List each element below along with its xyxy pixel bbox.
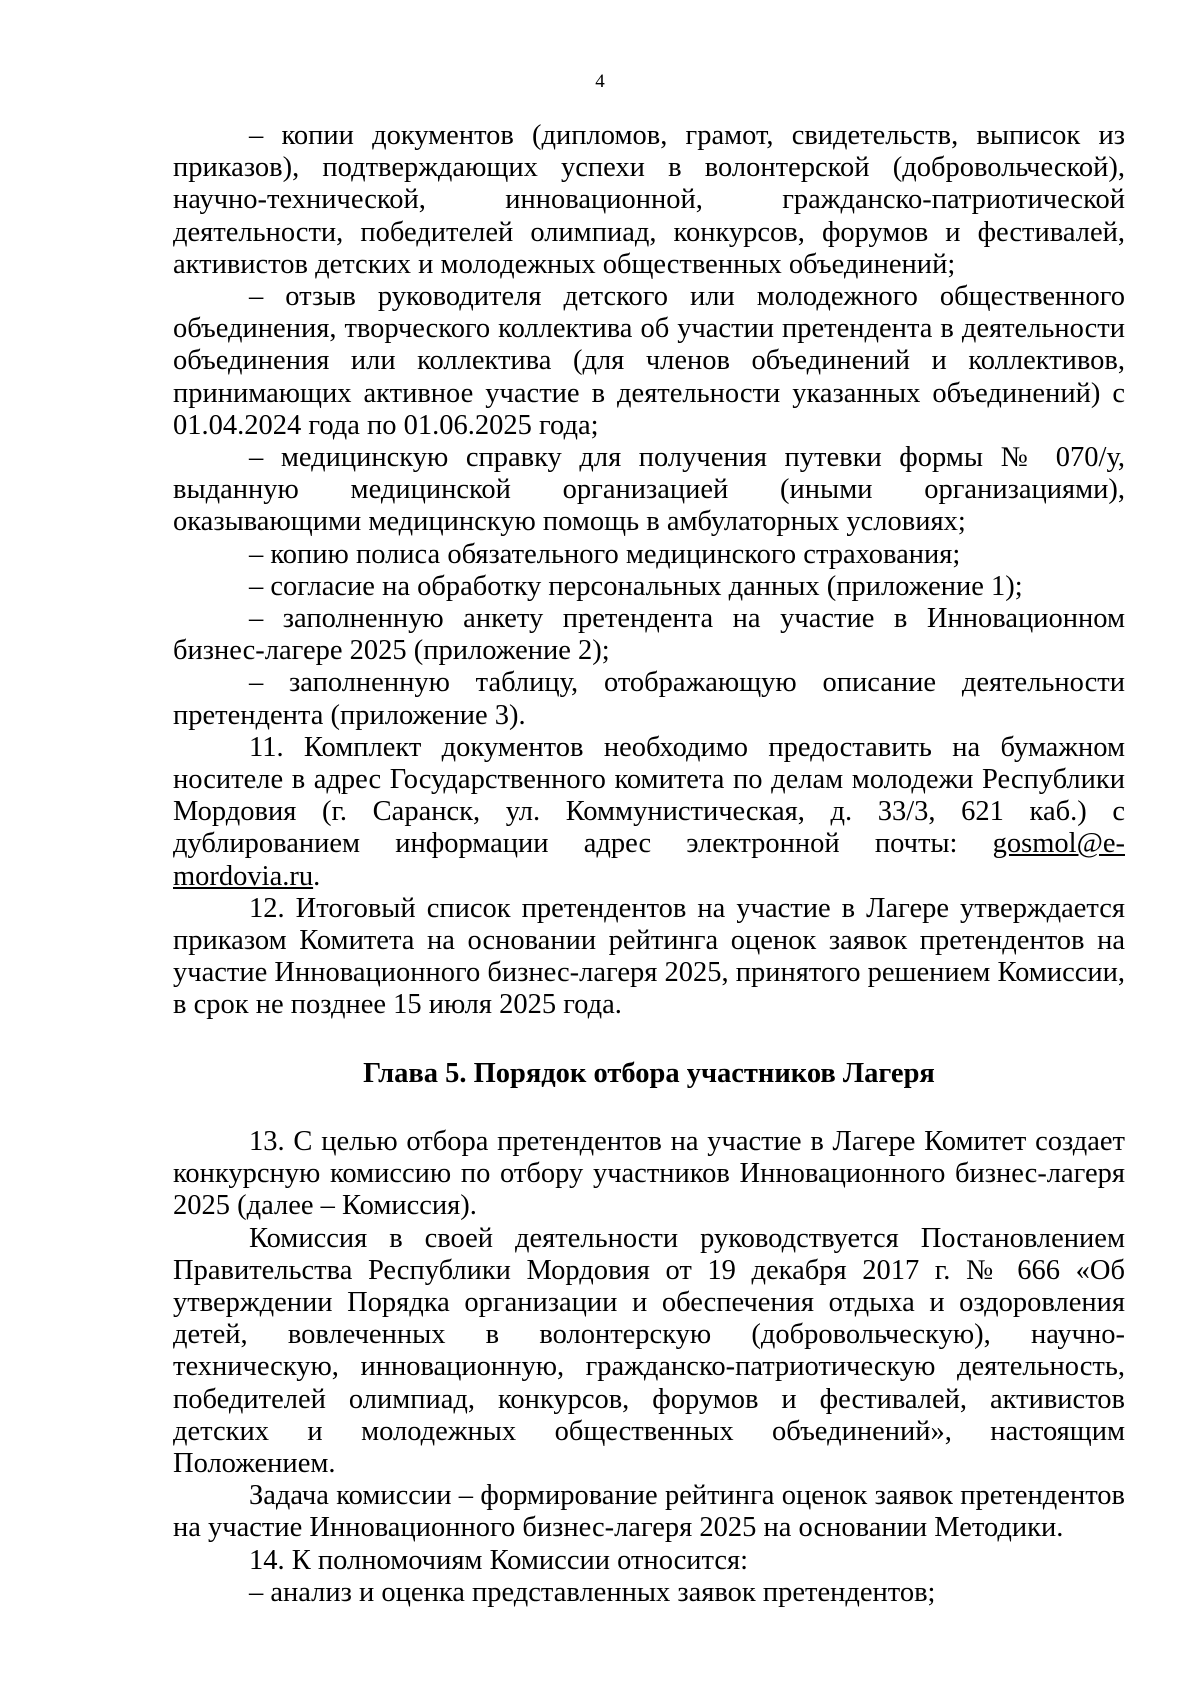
document-body: [173, 120, 1125, 1609]
paragraph-item-12: 12. Итоговый список претендентов на участие в Лагере утверждается приказом Комитета на основании рейтинга оценок заявок претендентов на участие Инновационного бизнес-лагеря 2025, принятого решением Комиссии, в срок не позднее 15 июля 2025 года.: [173, 892, 1125, 1021]
list-item-analysis: – анализ и оценка представленных заявок претендентов;: [249, 1576, 936, 1608]
list-item-medical-certificate: – медицинскую справку для получения путевки формы № 070/у, выданную медицинской организацией (иными организациями), оказывающими медицинскую помощь в амбулаторных условиях;: [173, 442, 1125, 538]
list-item-activity-table: – заполненную таблицу, отображающую описание деятельности претендента (приложение 3).: [173, 667, 1125, 731]
paragraph-commission-task: Задача комиссии – формирование рейтинга оценок заявок претендентов на участие Инновационного бизнес-лагеря 2025 на основании Методики.: [173, 1480, 1125, 1544]
item-11-suffix: .: [313, 860, 321, 892]
page-number: 4: [595, 71, 605, 92]
paragraph-commission-guidance: Комиссия в своей деятельности руководствуется Постановлением Правительства Республики Мордовия от 19 декабря 2017 г. № 666 «Об утверждении Порядка организации и обеспечения отдыха и оздоровления детей, вовлеченных в волонтерскую (добровольческую), научно-техническую, инновационную, гражданско-патриотическую деятельность, победителей олимпиад, конкурсов, форумов и фестивалей, активистов детских и молодежных общественных объединений», настоящим Положением.: [173, 1222, 1125, 1479]
list-item-insurance-policy: – копию полиса обязательного медицинского страхования;: [249, 538, 961, 570]
list-item-documents-copies: – копии документов (дипломов, грамот, свидетельств, выписок из приказов), подтверждающих успехи в волонтерской (добровольческой), научно-технической, инновационной, гражданско-патриотической деятельности, победителей олимпиад, конкурсов, форумов и фестивалей, активистов детских и молодежных общественных объединений;: [173, 120, 1125, 280]
list-item-questionnaire: – заполненную анкету претендента на участие в Инновационном бизнес-лагере 2025 (приложение 2);: [173, 603, 1125, 667]
email-link[interactable]: gosmol@e-mordovia.ru: [173, 828, 1125, 892]
list-item-leader-review: – отзыв руководителя детского или молодежного общественного объединения, творческого коллектива об участии претендента в деятельности объединения или коллектива (для членов объединений и коллективов, принимающих активное участие в деятельности указанных объединений) с 01.04.2024 года по 01.06.2025 года;: [173, 281, 1125, 441]
paragraph-item-11: [173, 732, 1125, 893]
item-11-text: 11. Комплект документов необходимо предоставить на бумажном носителе в адрес Государственного комитета по делам молодежи Республики Мордовия (г. Саранск, ул. Коммунистическая, д. 33/3, 621 каб.) с дублированием информации адрес электронной почты:: [173, 731, 1125, 860]
paragraph-item-14: 14. К полномочиям Комиссии относится:: [249, 1544, 749, 1576]
list-item-personal-data-consent: – согласие на обработку персональных данных (приложение 1);: [249, 570, 1023, 602]
chapter-title: Глава 5. Порядок отбора участников Лагеря: [363, 1057, 935, 1089]
paragraph-item-13: 13. С целью отбора претендентов на участие в Лагере Комитет создает конкурсную комиссию по отбору участников Инновационного бизнес-лагеря 2025 (далее – Комиссия).: [173, 1125, 1125, 1222]
